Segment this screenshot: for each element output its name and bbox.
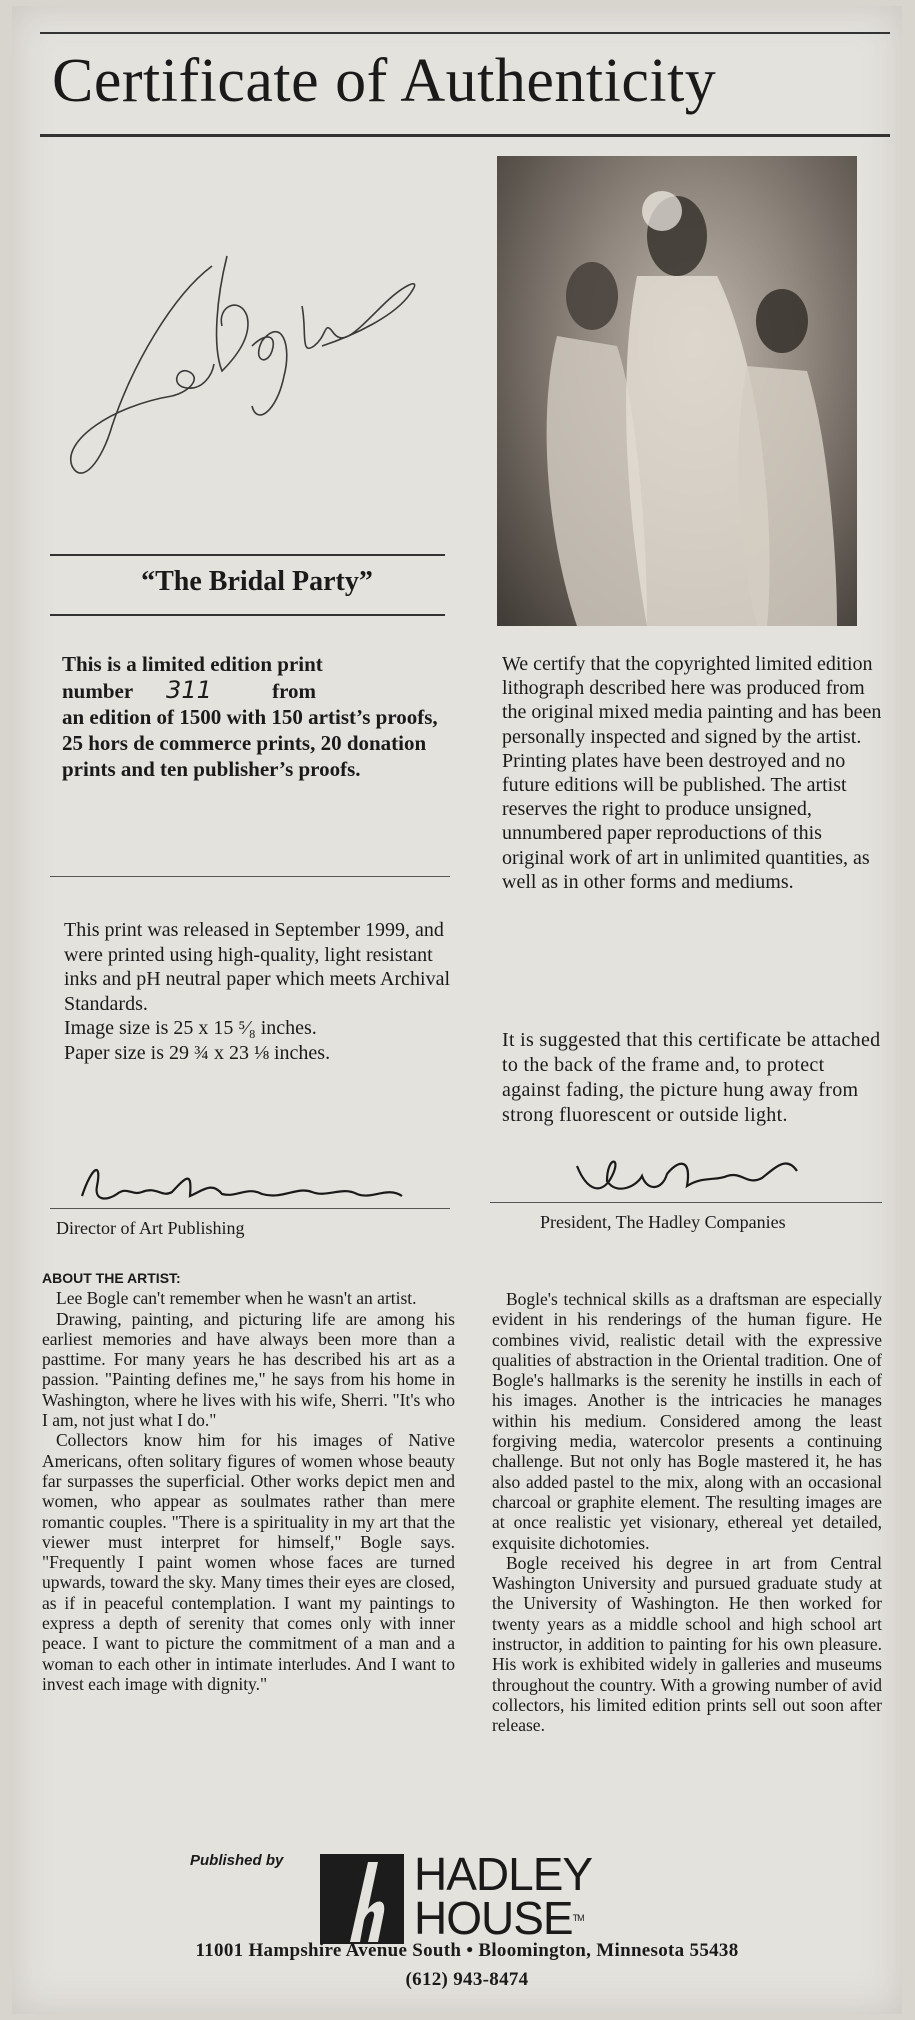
artwork-figures [497, 156, 857, 626]
hadley-house-logo-text [414, 1848, 593, 1944]
about-paragraph: Lee Bogle can't remember when he wasn't an artist. [56, 1288, 417, 1309]
about-paragraph: Bogle's technical skills as a draftsman are especially evident in his renderings of the human figure. He combines vivid, realistic detail with the expressive qualities of abstraction in the Oriental tradition. One of Bogle's hallmarks is the serenity he instills in each of his images. Another is the intricacies he manages within his medium. Considered among the least forgiving media, watercolor presents a continuing challenge. But not only has Bogle mastered it, he has also added pastel to the mix, along with an occasional charcoal or graphite element. The resulting images are at once realistic yet visionary, ethereal yet detailed, exquisite dichotomies. [492, 1289, 882, 1553]
h-monogram-icon [320, 1854, 404, 1944]
image-size: Image size is 25 x 15 ⁵⁄₈ inches. [64, 1017, 317, 1039]
logo-line1: HADLEY [414, 1848, 593, 1900]
logo-line2-text: HOUSE [414, 1892, 573, 1944]
director-role: Director of Art Publishing [56, 1218, 245, 1238]
certificate-title: Certificate of Authenticity [52, 47, 717, 115]
certification-text: We certify that the copyrighted limited edition lithograph described here was produced from the original mixed media painting and has been personally inspected and signed by the artist. Printing plates have been destroyed and no future editions will be published. The artist reserves the right to produce unsigned, unnumbered paper reproductions of this original work of art in unlimited quantities, as well as in other forms and mediums. [502, 653, 882, 893]
paper-size: Paper size is 29 ¾ x 23 ⅛ inches. [64, 1041, 331, 1064]
framing-suggestion: It is suggested that this certificate be attached to the back of the frame and, to protect against fading, the picture hung away from strong fluorescent or outside light. [502, 1029, 881, 1126]
about-right-column [492, 1289, 882, 1736]
artist-signature [52, 236, 432, 496]
about-paragraph: Drawing, painting, and picturing life are among his earliest memories and have always been more than a pasttime. For many years he has described his art as a passion. "Painting defines me," he says from his home in Washington, where he lives with his wife, Sherri. "It's who I am, not just what I do." [42, 1308, 455, 1431]
edition-number: 311 [166, 676, 212, 704]
trademark-mark: TM [572, 1913, 584, 1923]
release-text: This print was released in September 1999, and were printed using high-quality, light resistant inks and pH neutral paper which meets Archival Standards. [64, 919, 450, 1015]
hadley-house-logo-mark [320, 1854, 404, 1944]
about-heading: ABOUT THE ARTIST: [42, 1270, 181, 1286]
about-paragraph: Bogle received his degree in art from Central Washington University and pursued graduate study at the University of Washington. He then worked for twenty years as a middle school and high school art instructor, in addition to painting for his own pleasure. His work is exhibited widely in galleries and museums throughout the country. With a growing number of avid collectors, his limited edition prints sell out soon after release. [492, 1552, 882, 1736]
edition-statement [62, 651, 442, 782]
director-signature [72, 1156, 432, 1216]
artwork-image [497, 156, 857, 626]
certificate-sheet [12, 6, 902, 2014]
edition-from: from [272, 679, 317, 703]
about-paragraph: Collectors know him for his images of Native Americans, often solitary figures of women whose beauty far surpasses the superficial. Other works depict men and women, who appear as soulmates rather than mere romantic couples. "There is a spirituality in my art that the viewer must interpret for himself," Bogle says. "Frequently I paint women whose faces are turned upwards, toward the sky. Many times their eyes are closed, as if in peaceful contemplation. I want my paintings to express a depth of serenity that comes only with inner peace. I want to picture the commitment of a man and a woman to each other in intimate interludes. And I want to invest each image with dignity." [42, 1430, 455, 1694]
published-by-label: Published by [190, 1852, 284, 1869]
artwork-title: “The Bridal Party” [141, 566, 373, 597]
logo-line2 [414, 1892, 592, 1944]
edition-divider [50, 876, 450, 877]
publisher-phone: (612) 943-8474 [405, 1969, 529, 1990]
title-top-rule [40, 32, 890, 34]
publisher-address-block [52, 1936, 882, 1994]
release-statement [64, 918, 454, 1065]
edition-details: an edition of 1500 with 150 artist’s proofs, 25 hors de commerce prints, 20 donation prints and ten publisher’s proofs. [62, 705, 438, 781]
about-left-column [42, 1268, 455, 1694]
president-signature-line [490, 1202, 882, 1203]
title-bottom-rule [40, 134, 890, 137]
edition-line1: This is a limited edition print [62, 652, 323, 676]
president-signature [567, 1146, 827, 1206]
president-role: President, The Hadley Companies [540, 1212, 786, 1232]
publisher-address: 11001 Hampshire Avenue South • Bloomington, Minnesota 55438 [195, 1940, 739, 1961]
subtitle-bottom-rule [50, 614, 445, 616]
director-signature-line [50, 1208, 450, 1209]
edition-number-label: number [62, 679, 133, 703]
subtitle-top-rule [50, 554, 445, 556]
